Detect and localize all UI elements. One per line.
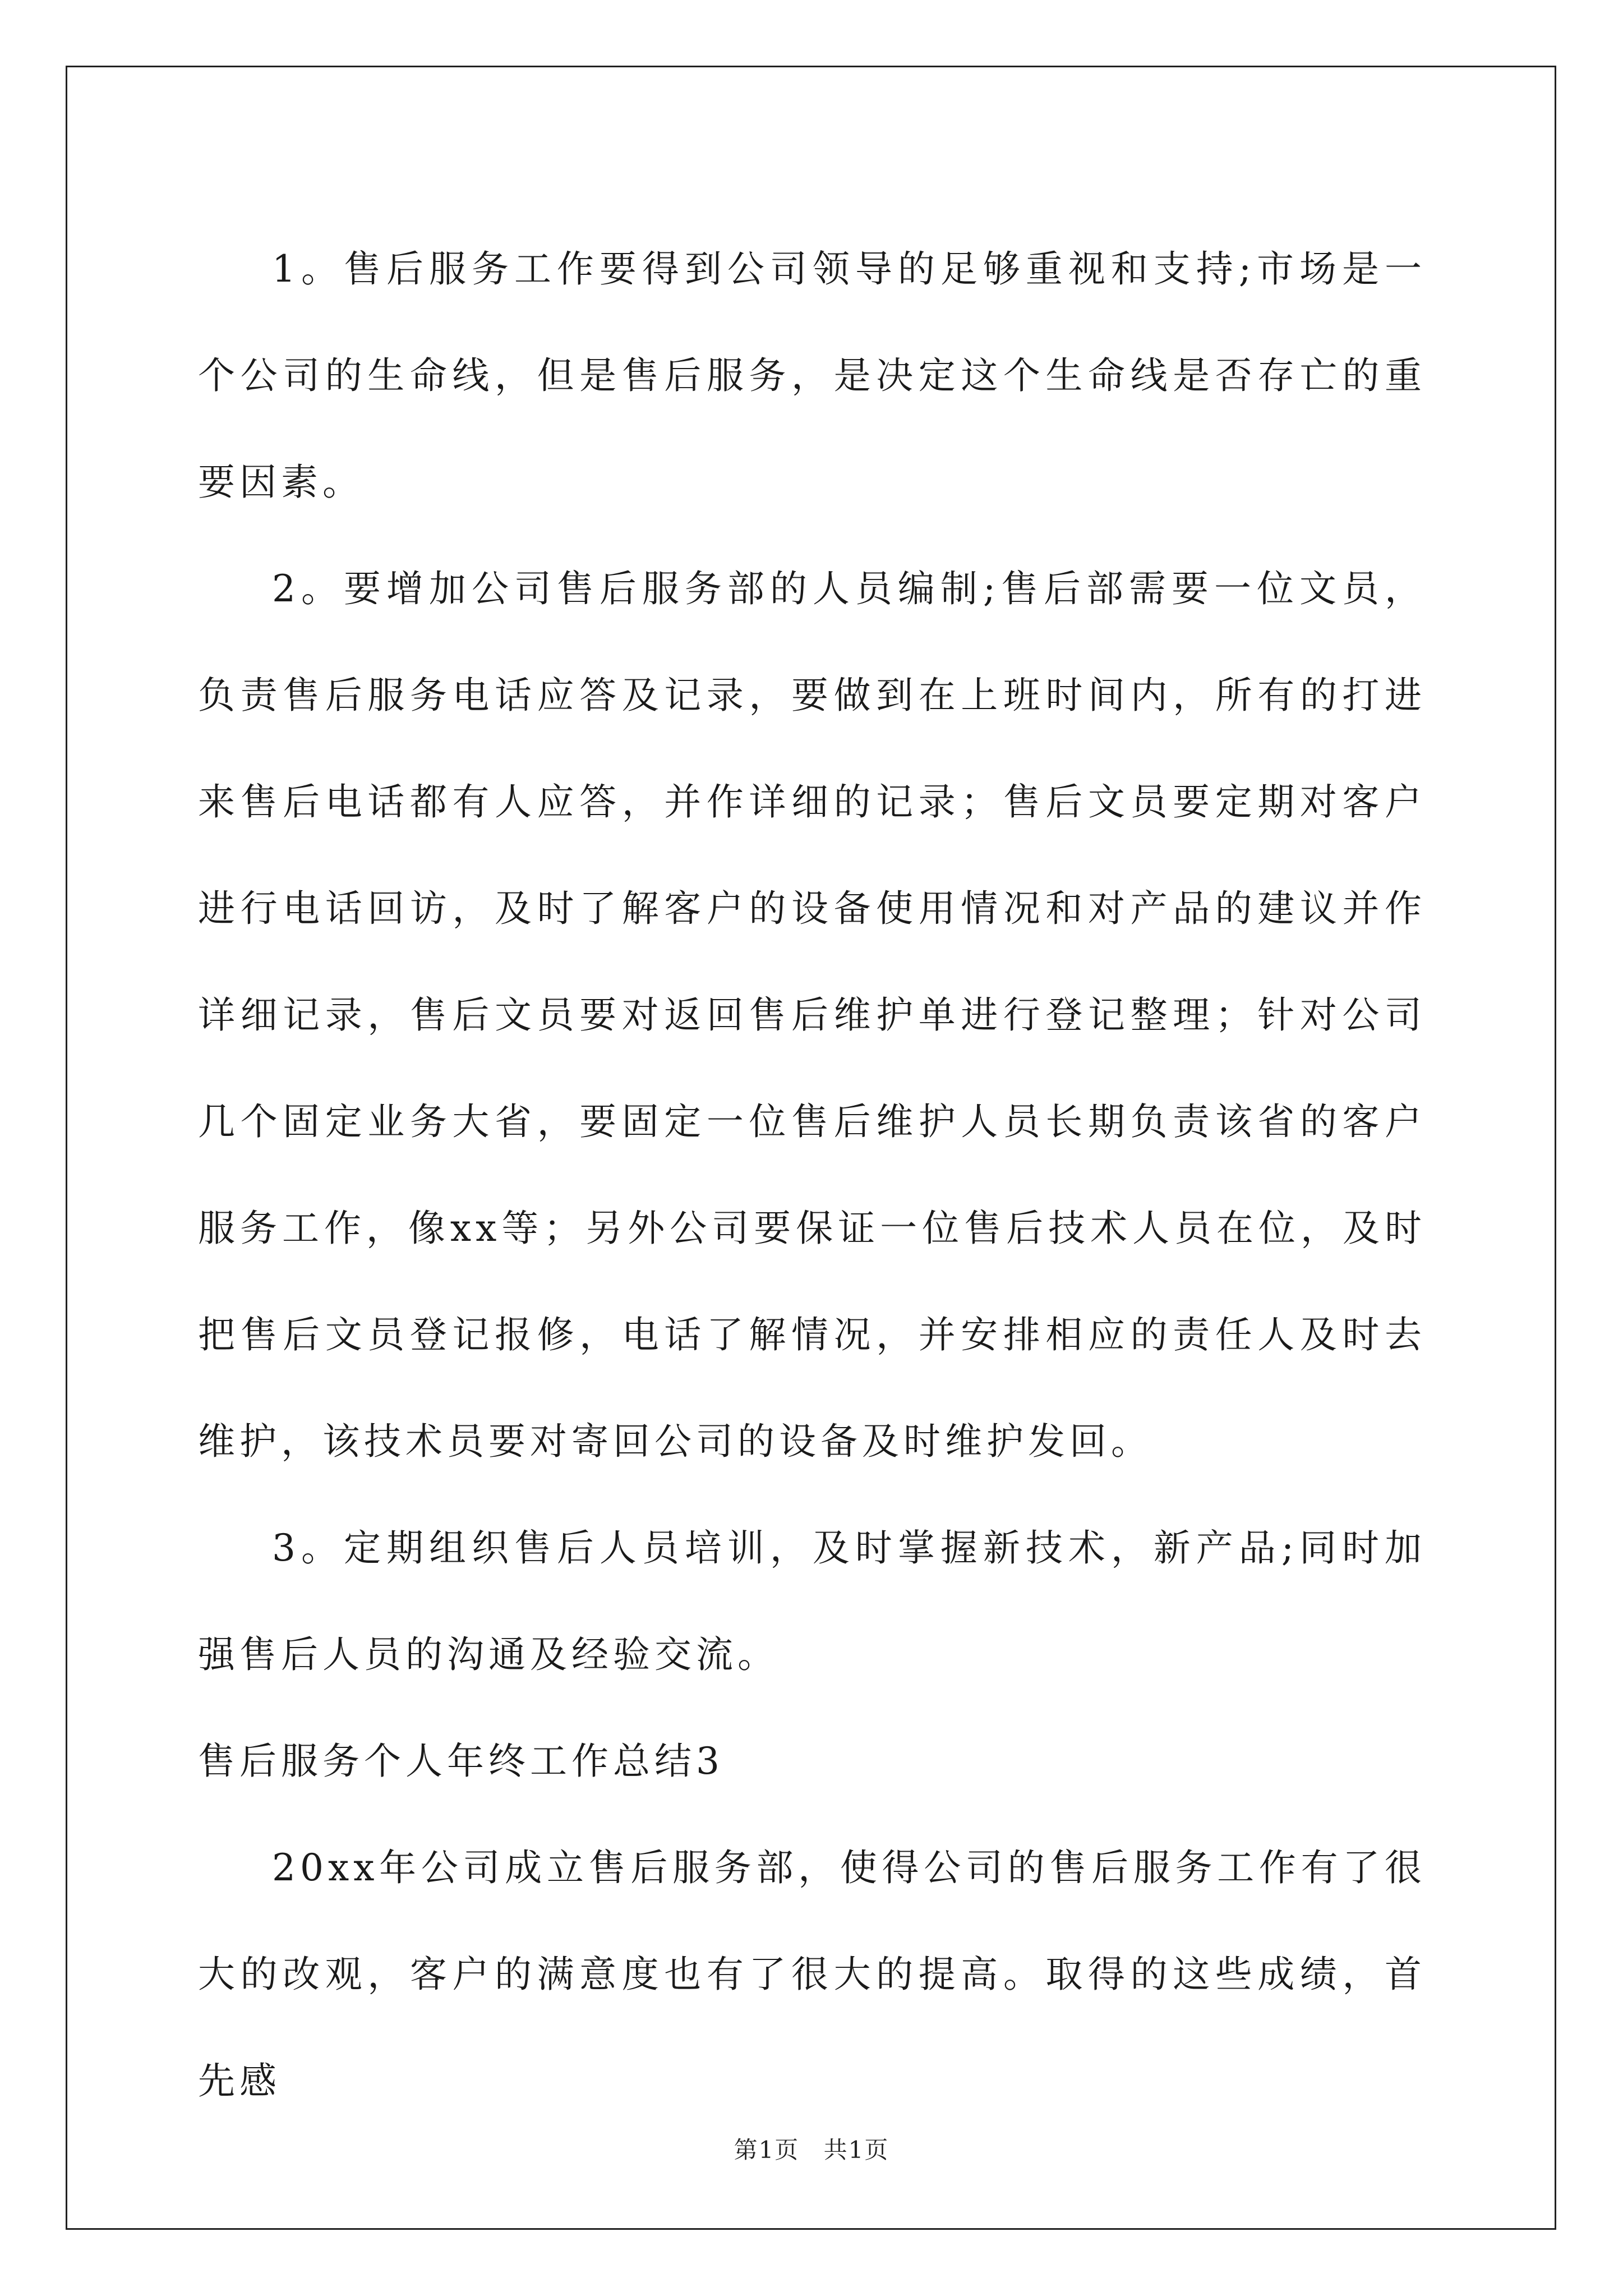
section-paragraph: 20xx年公司成立售后服务部，使得公司的售后服务工作有了很大的改观，客户的满意度也有了很大的提高。取得的这些成绩，首先感 [198,1846,1426,2102]
page-footer [0,2132,1623,2165]
section-heading: 售后服务个人年终工作总结3 [198,1740,724,1783]
page-total: 共1页 [823,2136,889,2164]
paragraph-2: 2。要增加公司售后服务部的人员编制;售后部需要一位文员，负责售后服务电话应答及记录，要做到在上班时间内，所有的打进来售后电话都有人应答，并作详细的记录；售后文员要定期对客户进行电话回访，及时了解客户的设备使用情况和对产品的建议并作详细记录，售后文员要对返回售后维护单进行登记整理；针对公司几个固定业务大省，要固定一位售后维护人员长期负责该省的客户服务工作，像xx等；另外公司要保证一位售后技术人员在位，及时把售后文员登记报修，电话了解情况，并安排相应的责任人及时去维护，该技术员要对寄回公司的设备及时维护发回。 [198,567,1426,1463]
page-number: 第1页 [734,2136,800,2164]
paragraph-3: 3。定期组织售后人员培训，及时掌握新技术，新产品;同时加强售后人员的沟通及经验交流。 [198,1526,1426,1676]
paragraph-1: 1。售后服务工作要得到公司领导的足够重视和支持;市场是一个公司的生命线，但是售后服务，是决定这个生命线是否存亡的重要因素。 [198,247,1426,504]
document-body [198,216,1426,2134]
